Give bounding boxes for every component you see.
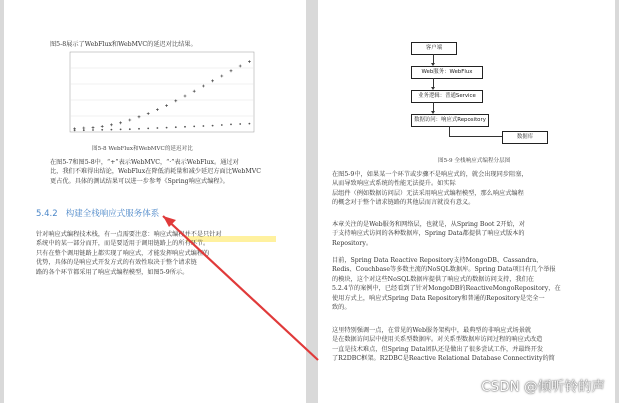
rpara4-line: 这里特别强调一点，在常见的Web服务架构中，最典型的非响应式场景就 xyxy=(332,327,532,334)
rpara1-line: 在图5-9中，如果某一个环节或步骤不是响应式的，就会出现同步阻塞， xyxy=(332,171,528,178)
rpara4-line: 是在数据访问层中使用关系型数据库。对关系型数据库访问过程的响应式改造 xyxy=(332,336,543,344)
section-title: 构建全栈响应式服务体系 xyxy=(65,209,160,219)
flow-client-box: 客户端 xyxy=(411,42,457,55)
csdn-watermark: CSDN @倾听铃的声 xyxy=(481,379,605,395)
section-number: 5.4.2 xyxy=(36,209,58,219)
para1-line: 比，我们不难得出结论，WebFlux在降低消耗量和减少延迟方面比WebMVC xyxy=(50,168,261,176)
rpara3-line: Redis、Couchbase等多数主流的NoSQL数据库。Spring Data项目有几个举报 xyxy=(332,266,556,274)
rpara1-line: 层组件（例如数据访问层）无法采用响应式编程模型，那么响应式编程 xyxy=(332,189,524,197)
para1-line: 更占优。具体的测试结果可以进一步参考《Spring响应式编程》。 xyxy=(50,177,229,185)
rpara3-line: 目前，Spring Data Reactive Repository支持MongoDB、Cassandra、 xyxy=(332,257,543,264)
rpara4-line: 一直是技术难点，但Spring Data团队还是做出了很多尝试工作，并最终开发 xyxy=(332,345,544,353)
para2-line: 针对响应式编程技术栈，有一点需要注意：响应式编程并不是只针对 xyxy=(36,231,222,238)
rpara3-line: 的模块，这个对这些NoSQL数据库提供了响应式的数据访问支持，我们在 xyxy=(332,275,534,283)
rpara1-line: 的概念对于整个请求链路的其他层而言就没有意义。 xyxy=(332,199,475,207)
para2-line: 路的各个环节都采用了响应式编程模型，如图5-9所示。 xyxy=(36,268,189,276)
red-annotation-arrow-line xyxy=(163,216,318,360)
figure-5-8-caption: 图5-8 WebFlux和WebMVC的延迟对比 xyxy=(92,146,193,152)
para2-line: 优势，具体的是响应式开发方式的有效性取决于整个请求链 xyxy=(36,259,197,267)
para1-line: 在图5-7和图5-8中，“+”表示WebMVC，“·”表示WebFlux。通过对 xyxy=(50,159,239,166)
figure-5-9-caption: 图5-9 全栈响应式编程分层图 xyxy=(438,158,511,164)
rpara3-line: 5.2.4节的案例中，已经看到了针对MongoDB的ReactiveMongoRepository，在 xyxy=(332,285,561,293)
flow-repo-box: 数据访问：响应式Repository xyxy=(411,114,489,127)
rpara2-line: Repository。 xyxy=(332,239,373,247)
para2-line: 只有在整个调用链路上都实现了响应式，才能发挥响应式编程的 xyxy=(36,249,210,257)
intro-text: 图5-8展示了WebFlux和WebMVC的延迟对比结果。 xyxy=(50,41,197,48)
rpara3-line: 致的。 xyxy=(332,304,351,312)
rpara3-line: 使用方式上，响应式Spring Data Repository和普通的Repository是完全一 xyxy=(332,294,545,302)
flow-web-box: Web服务：WebFlux xyxy=(411,66,483,79)
flow-service-box: 业务逻辑：普通Service xyxy=(411,90,483,103)
rpara4-line: 了R2DBC框架。R2DBC是Reactive Relational Database Connectivity的简 xyxy=(332,355,555,363)
rpara2-line: 于支持响应式访问的各种数据库，Spring Data都提供了响应式版本的 xyxy=(332,230,525,238)
para2-line: 系统中的某一部分而开，而是要适用于调用链路上的所有环节。 xyxy=(36,240,210,248)
flow-db-box: 数据库 xyxy=(502,131,548,144)
rpara2-line: 本章关注的是Web服务和网络层，也就是，从Spring Boot 2开始，对 xyxy=(332,221,526,228)
rpara1-line: 从而导致响应式系统的性能无法提升。如实际 xyxy=(332,180,456,188)
